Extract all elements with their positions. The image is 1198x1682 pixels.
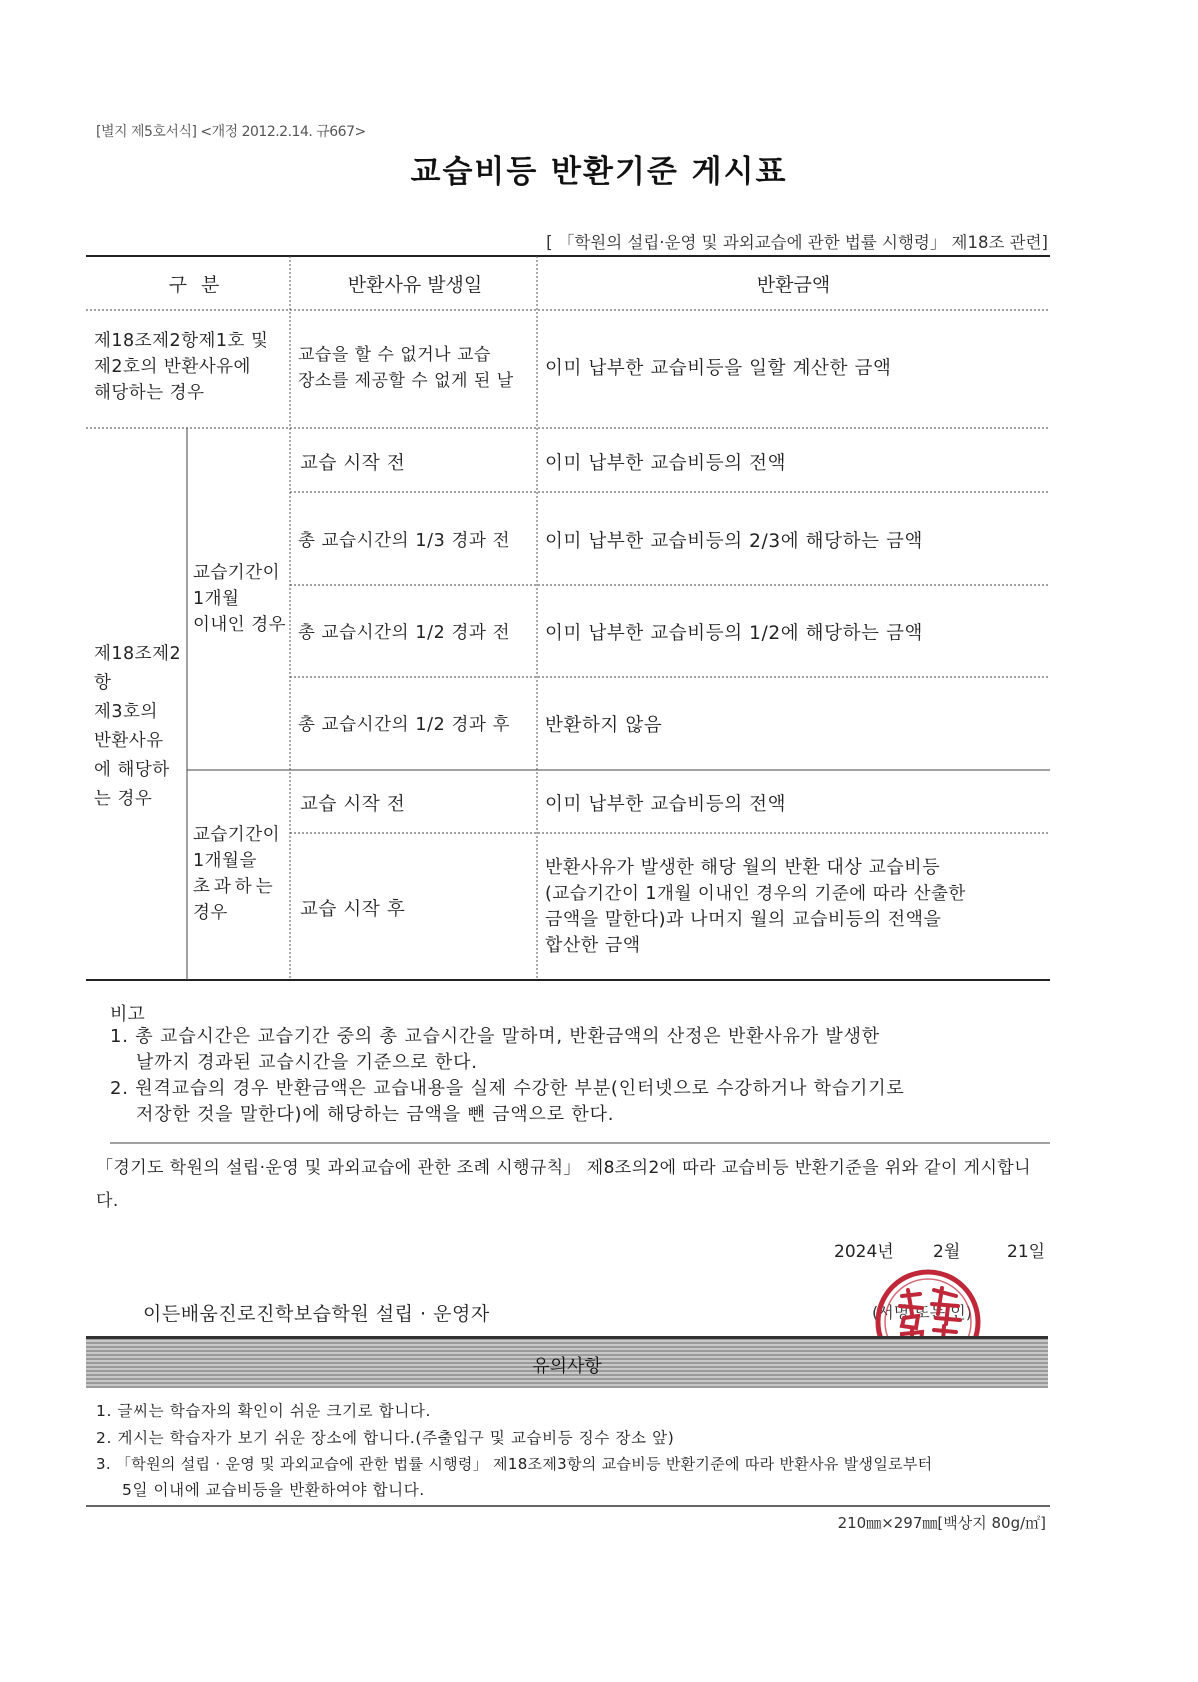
date-year: 2024년	[834, 1242, 894, 1262]
date-month: 2월	[933, 1242, 961, 1262]
row1-date: 교습을 할 수 없거나 교습 장소를 제공할 수 없게 된 날	[298, 345, 514, 391]
legal-basis: [ 「학원의 설립·운영 및 과외교습에 관한 법률 시행령」 제18조 관련]	[546, 233, 1048, 252]
academy-operator: 이든배움진로진학보습학원 설립 · 운영자	[143, 1303, 490, 1325]
notice-title: 유의사항	[532, 1356, 602, 1377]
sub2-row1-amount: 이미 납부한 교습비등의 전액	[545, 794, 787, 815]
header-occurrence-date: 반환사유 발생일	[347, 274, 483, 296]
row1-category: 제18조제2항제1호 및 제2호의 반환사유에 해당하는 경우	[94, 331, 269, 403]
sub2-category: 교습기간이 1개월을 초과하는 경우	[193, 825, 281, 923]
notice-header-band	[86, 1336, 1048, 1388]
header-category: 구 분	[168, 274, 224, 296]
sub2-row2-amount: 반환사유가 발생한 해당 월의 반환 대상 교습비등 (교습기간이 1개월 이내인 경우의 기준에 따라 산출한 금액을 말한다)과 나머지 월의 교습비등의 전액을 합산한 금액	[545, 857, 966, 956]
sub2-row1-date: 교습 시작 전	[300, 794, 406, 815]
remark-2: 2. 원격교습의 경우 반환금액은 교습내용을 실제 수강한 부분(인터넷으로 수강하거나 학습기기로 저장한 것을 말한다)에 해당하는 금액을 뺀 금액으로 한다.	[110, 1078, 905, 1125]
sub1-row1-date: 교습 시작 전	[300, 453, 406, 474]
notice-item-1: 1. 글씨는 학습자의 확인이 쉬운 크기로 합니다.	[96, 1402, 431, 1420]
row1-amount: 이미 납부한 교습비등을 일할 계산한 금액	[545, 358, 892, 379]
form-number: [별지 제5호서식] <개정 2012.2.14. 규667>	[96, 124, 366, 140]
remarks-title: 비고	[110, 1004, 145, 1025]
page-title: 교습비등 반환기준 게시표	[410, 154, 788, 190]
remark-1: 1. 총 교습시간은 교습기간 중의 총 교습시간을 말하며, 반환금액의 산정은 반환사유가 발생한 날까지 경과된 교습시간을 기준으로 한다.	[110, 1026, 880, 1073]
group-category: 제18조제2항 제3호의 반환사유 에 해당하 는 경우	[94, 644, 182, 809]
signature-label: (서명 또는 인)	[872, 1303, 972, 1322]
notice-item-3-cont: 5일 이내에 교습비등을 반환하여야 합니다.	[122, 1481, 425, 1499]
sub1-row4-date: 총 교습시간의 1/2 경과 후	[298, 715, 511, 735]
sub1-row4-amount: 반환하지 않음	[545, 715, 663, 736]
sub1-row3-amount: 이미 납부한 교습비등의 1/2에 해당하는 금액	[545, 623, 923, 644]
paper-spec: 210㎜×297㎜[백상지 80g/㎡]	[837, 1514, 1046, 1532]
sub2-row2-date: 교습 시작 후	[300, 899, 406, 920]
sub1-category: 교습기간이 1개월 이내인 경우	[193, 563, 287, 635]
sub1-row2-date: 총 교습시간의 1/3 경과 전	[298, 531, 511, 551]
sub1-row3-date: 총 교습시간의 1/2 경과 전	[298, 623, 511, 643]
publication-statement: 「경기도 학원의 설립·운영 및 과외교습에 관한 조례 시행규칙」 제8조의2에 따라 교습비등 반환기준을 위와 같이 게시합니다.	[96, 1158, 1031, 1211]
date-day: 21일	[1007, 1242, 1046, 1262]
notice-item-2: 2. 게시는 학습자가 보기 쉬운 장소에 합니다.(주출입구 및 교습비등 징수 장소 앞)	[96, 1429, 675, 1447]
notice-item-3: 3. 「학원의 설립 · 운영 및 과외교습에 관한 법률 시행령」 제18조제3항의 교습비등 반환기준에 따라 반환사유 발생일로부터	[96, 1455, 933, 1473]
sub1-row1-amount: 이미 납부한 교습비등의 전액	[545, 453, 787, 474]
sub1-row2-amount: 이미 납부한 교습비등의 2/3에 해당하는 금액	[545, 531, 923, 552]
header-refund-amount: 반환금액	[756, 274, 831, 296]
